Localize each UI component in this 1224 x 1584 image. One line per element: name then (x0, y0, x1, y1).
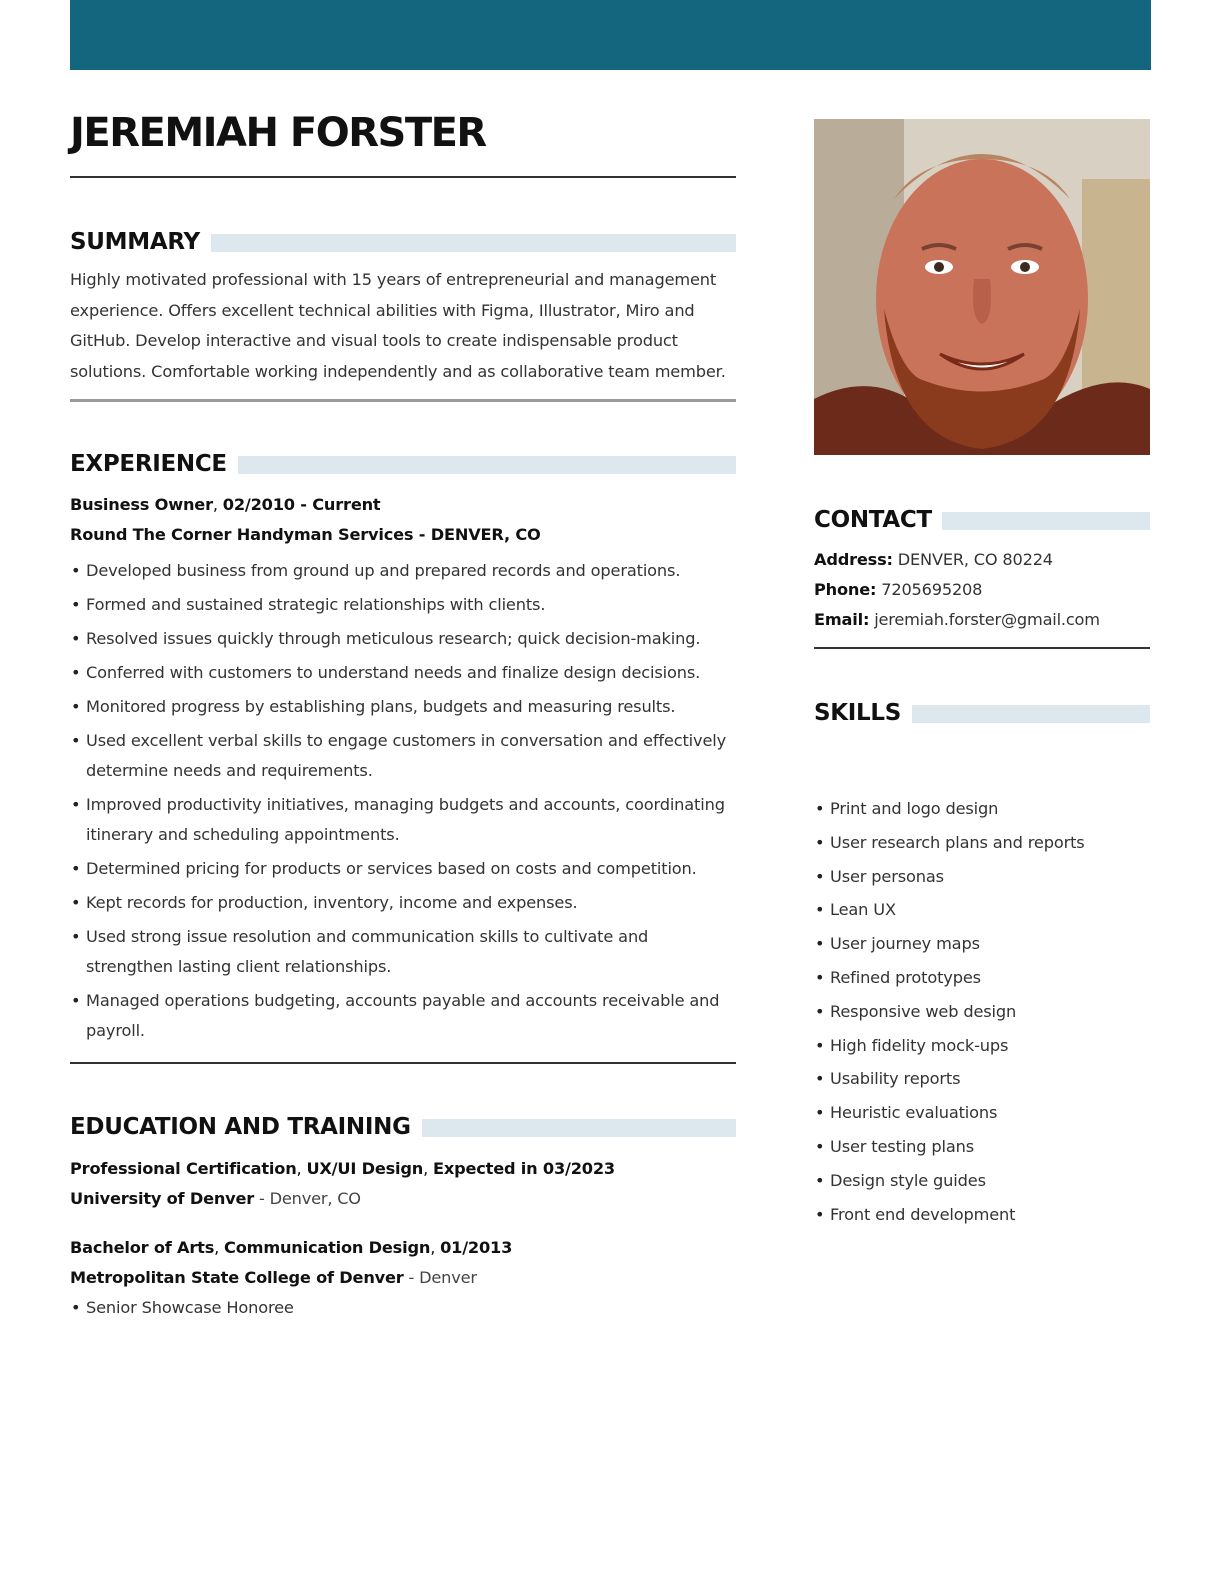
email-label: Email: (814, 610, 870, 629)
education-degree: Bachelor of Arts (70, 1238, 215, 1257)
skill-item: • High fidelity mock-ups (814, 1029, 1150, 1063)
education-school: University of Denver (70, 1189, 255, 1208)
job-bullet: • Improved productivity initiatives, managing budgets and accounts, coordinating itinerary and scheduling appointments. (70, 790, 736, 850)
skill-item: • Usability reports (814, 1062, 1150, 1096)
job-bullet: • Conferred with customers to understand needs and finalize design decisions. (70, 658, 736, 688)
education-date: 01/2013 (440, 1238, 513, 1257)
job-bullet: • Used strong issue resolution and communication skills to cultivate and strengthen lasting client relationships. (70, 922, 736, 982)
education-school: Metropolitan State College of Denver (70, 1268, 404, 1287)
company-name: Round The Corner Handyman Services (70, 525, 414, 544)
skills-heading (814, 702, 1150, 725)
skills-title-bar (912, 705, 1150, 723)
education-separator: - (254, 1189, 270, 1208)
side-column (814, 119, 1150, 1231)
job-bullet: • Developed business from ground up and prepared records and operations. (70, 556, 736, 586)
education-separator: , (423, 1159, 433, 1178)
education-title: EDUCATION AND TRAINING (70, 1114, 411, 1140)
job-bullet: • Determined pricing for products or services based on costs and competition. (70, 854, 736, 884)
skill-item: • Front end development (814, 1198, 1150, 1232)
summary-heading (70, 231, 736, 254)
education-location: Denver (419, 1268, 477, 1287)
job-bullet: • Resolved issues quickly through meticulous research; quick decision-making. (70, 624, 736, 654)
job-bullet: • Monitored progress by establishing plans, budgets and measuring results. (70, 692, 736, 722)
contact-address (814, 545, 1150, 575)
summary-title-bar (211, 234, 736, 252)
job-bullet: • Managed operations budgeting, accounts payable and accounts receivable and payroll. (70, 986, 736, 1046)
education-school-line (70, 1263, 736, 1293)
skill-item: • Design style guides (814, 1164, 1150, 1198)
education-field: UX/UI Design (306, 1159, 424, 1178)
summary-title: SUMMARY (70, 229, 200, 255)
summary-divider (70, 399, 736, 402)
skill-item: • Refined prototypes (814, 961, 1150, 995)
job-bullets (70, 556, 736, 1046)
experience-title: EXPERIENCE (70, 451, 227, 477)
company-separator: - (413, 525, 431, 544)
job-title: Business Owner (70, 495, 213, 514)
main-column (70, 100, 736, 1323)
job-separator: , (212, 495, 223, 514)
education-separator: , (296, 1159, 307, 1178)
skill-item: • User personas (814, 860, 1150, 894)
education-entry (70, 1154, 736, 1214)
education-degree: Professional Certification (70, 1159, 297, 1178)
job-dates: 02/2010 - Current (222, 495, 381, 514)
contact-title-bar (942, 512, 1150, 530)
email-value: jeremiah.forster@gmail.com (874, 610, 1100, 629)
phone-value: 7205695208 (881, 580, 983, 599)
skills-title: SKILLS (814, 700, 902, 726)
company-line (70, 520, 736, 550)
experience-title-bar (238, 456, 736, 474)
education-separator: , (430, 1238, 441, 1257)
address-value: DENVER, CO 80224 (897, 550, 1053, 569)
skill-item: • Responsive web design (814, 995, 1150, 1029)
contact-title: CONTACT (814, 507, 932, 533)
job-title-line (70, 490, 736, 520)
contact-heading (814, 509, 1150, 532)
education-location: Denver, CO (269, 1189, 361, 1208)
education-date: Expected in 03/2023 (433, 1159, 616, 1178)
contact-divider (814, 647, 1150, 649)
skill-item: • User testing plans (814, 1130, 1150, 1164)
education-bullet: • Senior Showcase Honoree (70, 1293, 736, 1323)
skill-item: • User journey maps (814, 927, 1150, 961)
education-degree-line (70, 1154, 736, 1184)
job-bullet: • Formed and sustained strategic relationships with clients. (70, 590, 736, 620)
skill-item: • Print and logo design (814, 792, 1150, 826)
contact-email (814, 605, 1150, 635)
education-degree-line (70, 1233, 736, 1263)
education-school-line (70, 1184, 736, 1214)
contact-phone (814, 575, 1150, 605)
education-separator: , (214, 1238, 225, 1257)
address-label: Address: (814, 550, 893, 569)
job-entry (70, 490, 736, 1046)
candidate-name: JEREMIAH FORSTER (70, 113, 736, 178)
summary-text: Highly motivated professional with 15 years of entrepreneurial and management experience. Offers excellent technical abilities with Figma, Illustrator, Miro and GitHub. Develop interactive and visual tools to create indispensable product solutions. Comfortable working independently and as collaborative team member. (70, 270, 726, 381)
profile-photo-illustration (814, 119, 1150, 455)
phone-label: Phone: (814, 580, 877, 599)
education-bullets (70, 1293, 736, 1323)
contact-details (814, 545, 1150, 635)
header-color-band (70, 0, 1151, 70)
skills-list (814, 792, 1150, 1231)
skill-item: • User research plans and reports (814, 826, 1150, 860)
job-bullet: • Kept records for production, inventory, income and expenses. (70, 888, 736, 918)
education-title-bar (422, 1119, 736, 1137)
skill-item: • Lean UX (814, 893, 1150, 927)
job-bullet: • Used excellent verbal skills to engage customers in conversation and effectively determine needs and requirements. (70, 726, 736, 786)
company-location: DENVER, CO (430, 525, 541, 544)
skill-item: • Heuristic evaluations (814, 1096, 1150, 1130)
education-separator: - (403, 1268, 420, 1287)
experience-heading (70, 453, 736, 476)
education-field: Communication Design (224, 1238, 431, 1257)
profile-photo (814, 119, 1150, 455)
education-entry (70, 1233, 736, 1323)
experience-divider (70, 1062, 736, 1064)
education-heading (70, 1116, 736, 1139)
